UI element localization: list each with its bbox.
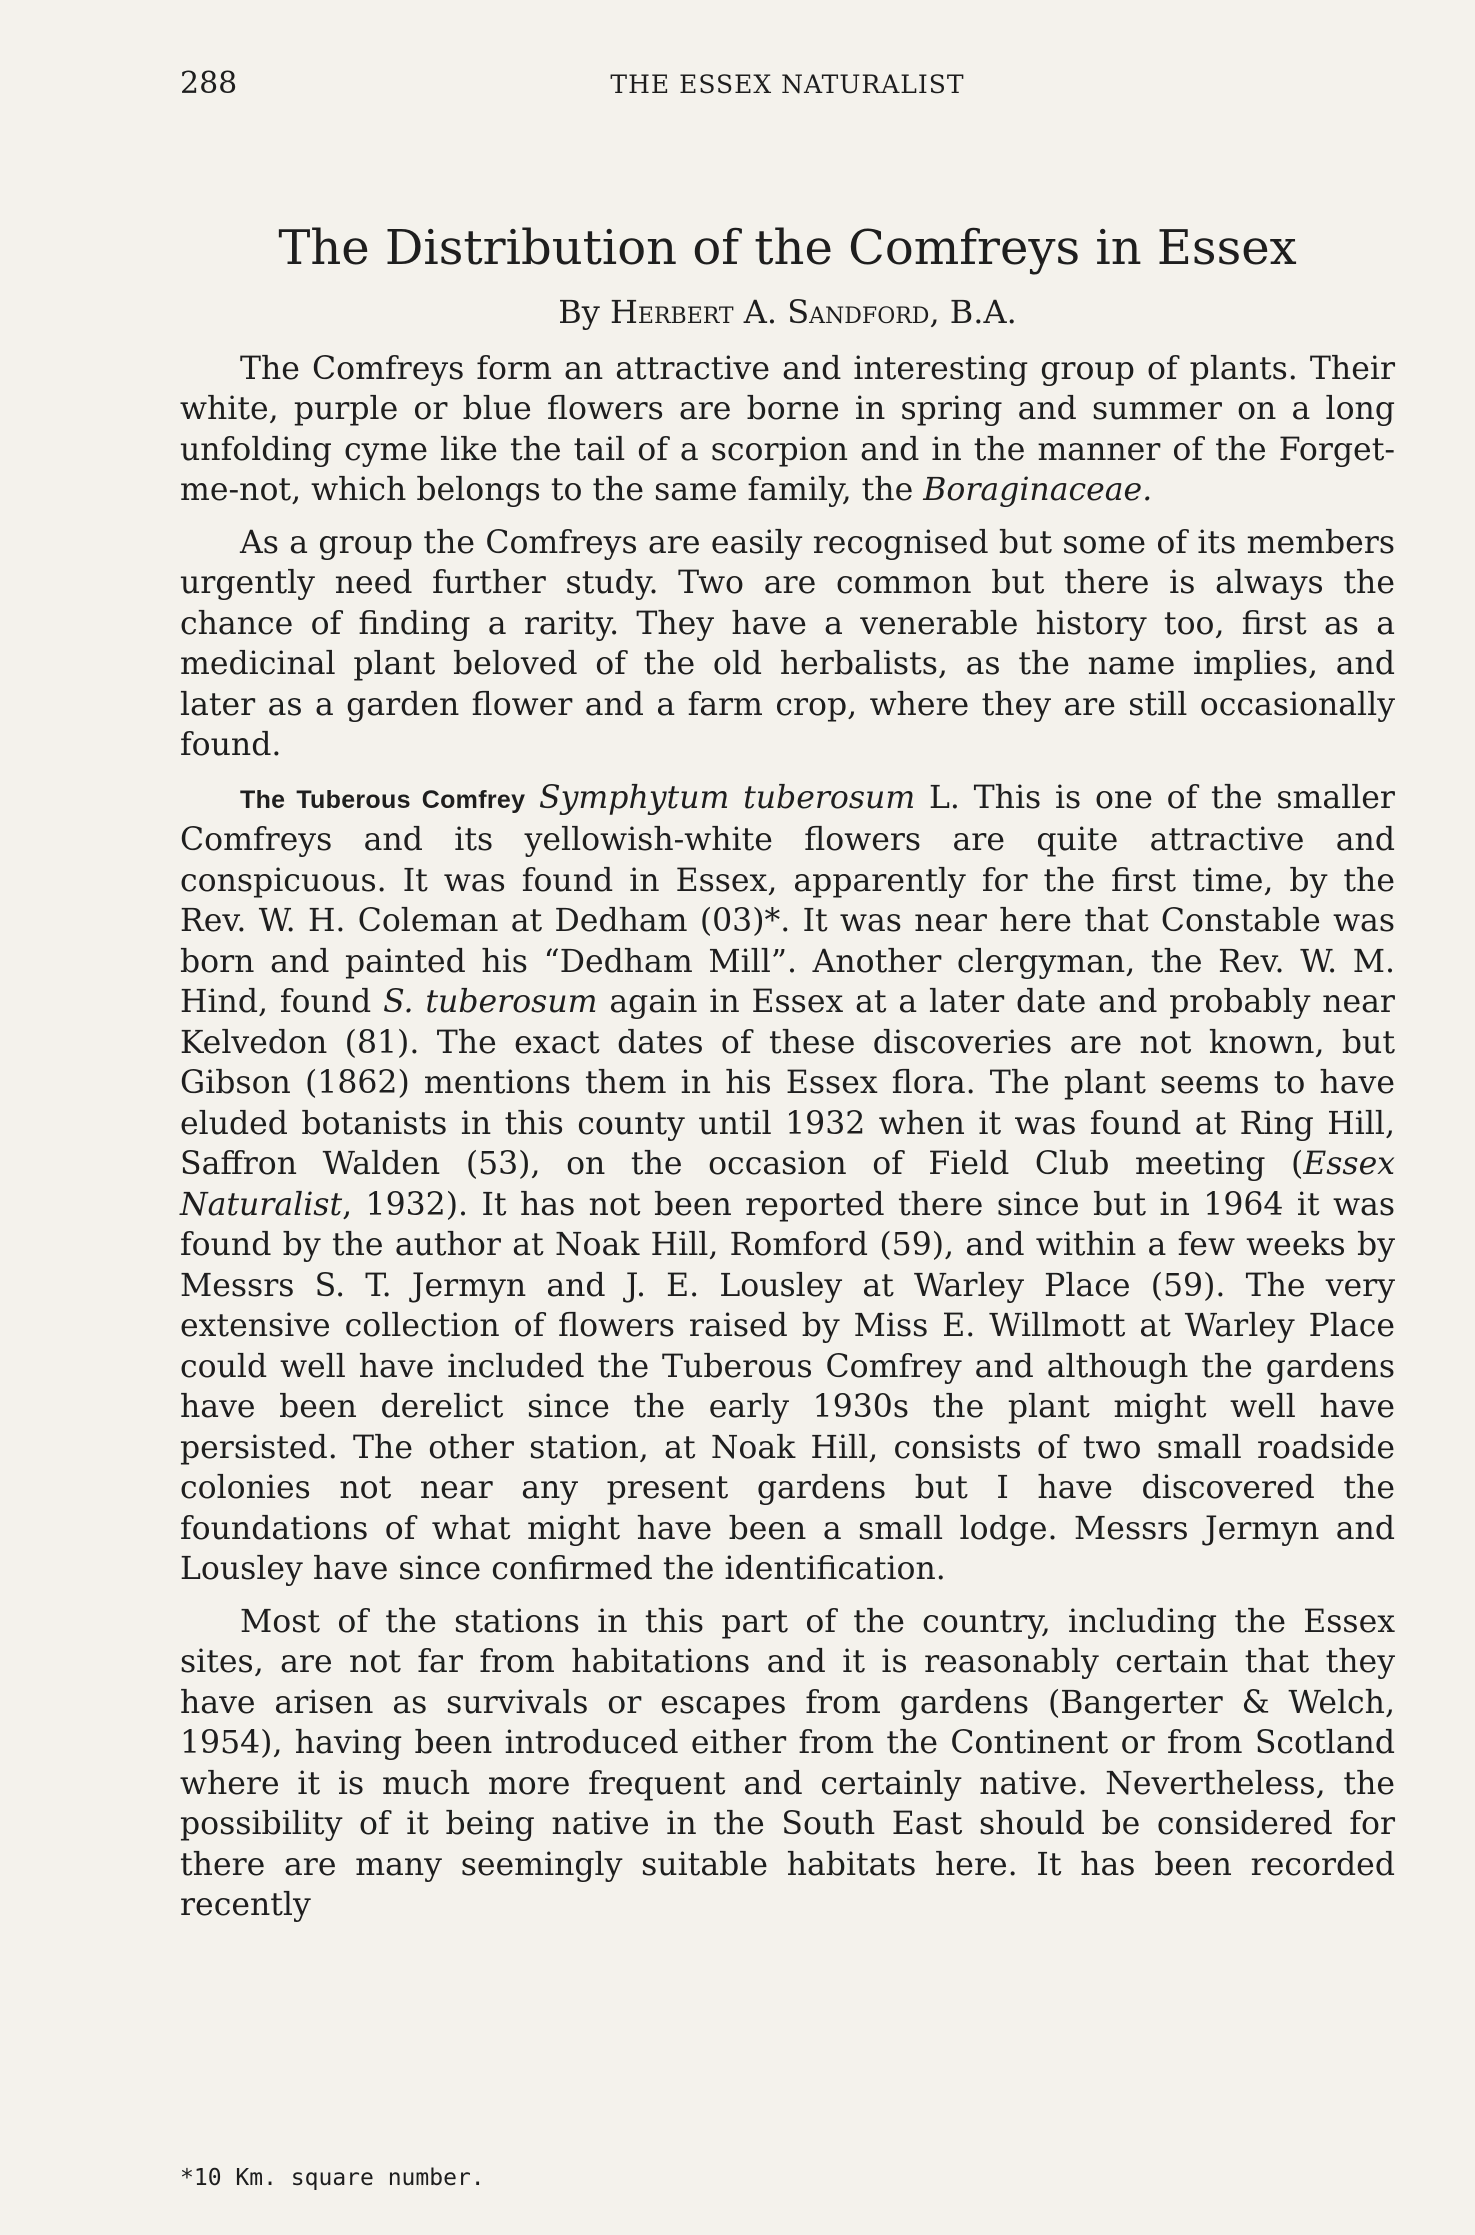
section-heading: The Tuberous Comfrey [240, 785, 526, 814]
paragraph-stations: Most of the stations in this part of the country, including the Essex sites, are not far from habitations and it is reasonably certain that they have arisen as survivals or escapes from gardens (Bangerter & Welch, 1954), having been introduced either from the Continent or from Scotland where it is much more frequent and certainly native. Nevertheless, the possibility of it being native in the South East should be considered for there are many seemingly suitable habitats here. It has been recorded recently [180, 1603, 1395, 1924]
paragraph-group: As a group the Comfreys are easily recognised but some of its members urgently need further study. Two are common but there is always the chance of finding a rarity. They have a venerable history too, first as a medicinal plant beloved of the old herbalists, as the name implies, and later as a garden flower and a farm crop, where they are still occasionally found. [180, 524, 1395, 764]
paragraph-intro [180, 349, 1395, 511]
author-name: Herbert A. Sandford [610, 292, 930, 331]
byline-prefix: By [558, 292, 610, 331]
author-degree: , B.A. [929, 292, 1017, 331]
journal-citation: Essex Naturalist [180, 1146, 1395, 1223]
intro-text: The Comfreys form an attractive and interesting group of plants. Their white, purple or blue flowers are borne in spring and summer on a long unfolding cyme like the tail of a scorpion and in the manner of the Forget-me-not, which belongs to the same family, the [180, 350, 1395, 509]
article-body [180, 349, 1395, 1926]
tuberous-text-c: , 1932). It has not been reported there since but in 1964 it was found by the author at Noak Hill, Romford (59), and within a few weeks by Messrs S. T. Jermyn and J. E. Lousley at Warley Place (59). The very extensive collection of flowers raised by Miss E. Willmott at Warley Place could well have included the Tuberous Comfrey and although the gardens have been derelict since the early 1930s the plant might well have persisted. The other station, at Noak Hill, consists of two small roadside colonies not near any present gardens but I have discovered the foundations of what might have been a small lodge. Messrs Jermyn and Lousley have since confirmed the identification. [180, 1186, 1395, 1588]
family-name: Boraginaceae. [923, 472, 1153, 509]
byline [180, 293, 1395, 331]
document-page [180, 60, 1395, 2191]
tuberous-text-a: L. This is one of the smaller Comfreys and its yellowish-white flowers are quite attractive and conspicuous. It was found in Essex, apparently for the first time, by the Rev. W. H. Coleman at Dedham (03)*. It was near here that Constable was born and painted his “Dedham Mill”. Another clergyman, the Rev. W. M. Hind, found [180, 779, 1395, 1021]
running-head [180, 60, 1395, 110]
page-number: 288 [180, 66, 238, 101]
journal-name: THE ESSEX NATURALIST [610, 70, 965, 99]
species-name: Symphytum tuberosum [539, 779, 916, 816]
article-title: The Distribution of the Comfreys in Essex [278, 220, 1297, 276]
tuberous-text-b: again in Essex at a later date and probably near Kelvedon (81). The exact dates of these discoveries are not known, but Gibson (1862) mentions them in his Essex flora. The plant seems to have eluded botanists in this county until 1932 when it was found at Ring Hill, Saffron Walden (53), on the occasion of Field Club meeting ( [180, 984, 1395, 1183]
footnote: *10 Km. square number. [180, 2165, 485, 2191]
paragraph-tuberous-comfrey [180, 778, 1395, 1590]
species-abbrev: S. tuberosum [383, 984, 598, 1021]
